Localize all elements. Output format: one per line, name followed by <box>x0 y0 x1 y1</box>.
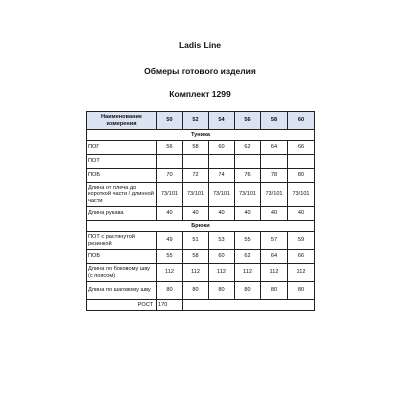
measurement-value: 49 <box>157 232 183 250</box>
size-header: 54 <box>209 112 235 130</box>
measurement-value <box>209 155 235 169</box>
table-row <box>87 183 315 207</box>
height-row-blank <box>183 300 315 311</box>
table-body <box>87 130 315 311</box>
measurement-sheet <box>86 40 314 308</box>
measurement-value: 73/101 <box>235 183 261 207</box>
section-title: Туника <box>87 130 315 141</box>
height-row <box>87 300 315 311</box>
size-header: 60 <box>288 112 315 130</box>
name-column-header: Наименование измерения <box>87 112 157 130</box>
measurement-value <box>288 155 315 169</box>
measurement-value: 73/101 <box>261 183 288 207</box>
measurement-value: 80 <box>288 169 315 183</box>
measurement-label: ПОБ <box>87 169 157 183</box>
measurement-value: 112 <box>261 264 288 282</box>
table-row <box>87 264 315 282</box>
measurement-value: 66 <box>288 250 315 264</box>
measurement-value: 73/101 <box>288 183 315 207</box>
measurement-value: 80 <box>157 282 183 300</box>
table-row <box>87 250 315 264</box>
measurement-value: 62 <box>235 250 261 264</box>
measurement-label: Длина по боковому шву (с поясом) <box>87 264 157 282</box>
table-row <box>87 155 315 169</box>
measurement-label: Длина от плеча до короткой части / длинной части <box>87 183 157 207</box>
measurement-value: 59 <box>288 232 315 250</box>
table-row <box>87 169 315 183</box>
measurement-label: Длина по шаговому шву <box>87 282 157 300</box>
section-row <box>87 130 315 141</box>
kit-number: Комплект 1299 <box>169 89 231 99</box>
measurement-value: 80 <box>261 282 288 300</box>
measurement-value: 64 <box>261 250 288 264</box>
measurement-value: 80 <box>235 282 261 300</box>
measurement-value: 73/101 <box>183 183 209 207</box>
measurement-value: 57 <box>261 232 288 250</box>
measurement-value: 112 <box>288 264 315 282</box>
measurement-value: 58 <box>183 141 209 155</box>
size-header: 50 <box>157 112 183 130</box>
measurement-value: 51 <box>183 232 209 250</box>
measurement-value: 73/101 <box>209 183 235 207</box>
measurement-value: 55 <box>157 250 183 264</box>
measurement-value: 60 <box>209 141 235 155</box>
measurement-value <box>183 155 209 169</box>
table-row <box>87 232 315 250</box>
measurement-value: 40 <box>288 207 315 221</box>
measurement-value: 112 <box>235 264 261 282</box>
measurement-label: ПОБ <box>87 250 157 264</box>
measurement-value: 66 <box>288 141 315 155</box>
measurement-value: 40 <box>209 207 235 221</box>
brand-name: Ladis Line <box>178 40 222 50</box>
size-header: 56 <box>235 112 261 130</box>
measurement-value: 58 <box>183 250 209 264</box>
measurement-value: 73/101 <box>157 183 183 207</box>
measurement-value: 40 <box>183 207 209 221</box>
section-title: Брюки <box>87 221 315 232</box>
measurement-value: 56 <box>157 141 183 155</box>
measurement-label: ПОГ <box>87 141 157 155</box>
measurement-value: 70 <box>157 169 183 183</box>
measurement-value <box>235 155 261 169</box>
measurement-value: 60 <box>209 250 235 264</box>
measurement-value: 78 <box>261 169 288 183</box>
measurement-label: Длина рукава <box>87 207 157 221</box>
section-row <box>87 221 315 232</box>
document-title: Обмеры готового изделия <box>144 66 256 76</box>
measurement-label: ПОТ <box>87 155 157 169</box>
measurement-value: 62 <box>235 141 261 155</box>
measurement-value: 112 <box>209 264 235 282</box>
measurement-value: 112 <box>183 264 209 282</box>
table-row <box>87 141 315 155</box>
height-value: 170 <box>157 300 183 311</box>
measurement-value: 40 <box>157 207 183 221</box>
measurement-value: 53 <box>209 232 235 250</box>
measurement-value: 80 <box>288 282 315 300</box>
measurement-value: 72 <box>183 169 209 183</box>
size-header: 52 <box>183 112 209 130</box>
height-label: РОСТ <box>87 300 157 311</box>
measurement-label: ПОТ с растянутой резинкой <box>87 232 157 250</box>
table-header-row <box>87 112 315 130</box>
measurement-value: 80 <box>183 282 209 300</box>
measurement-value: 40 <box>261 207 288 221</box>
measurement-value <box>261 155 288 169</box>
table-row <box>87 282 315 300</box>
measurement-value: 55 <box>235 232 261 250</box>
table-row <box>87 207 315 221</box>
measurements-table <box>86 111 315 311</box>
measurement-value: 80 <box>209 282 235 300</box>
size-header: 58 <box>261 112 288 130</box>
measurement-value: 64 <box>261 141 288 155</box>
measurement-value: 76 <box>235 169 261 183</box>
measurement-value: 74 <box>209 169 235 183</box>
measurement-value <box>157 155 183 169</box>
measurement-value: 112 <box>157 264 183 282</box>
measurement-value: 40 <box>235 207 261 221</box>
